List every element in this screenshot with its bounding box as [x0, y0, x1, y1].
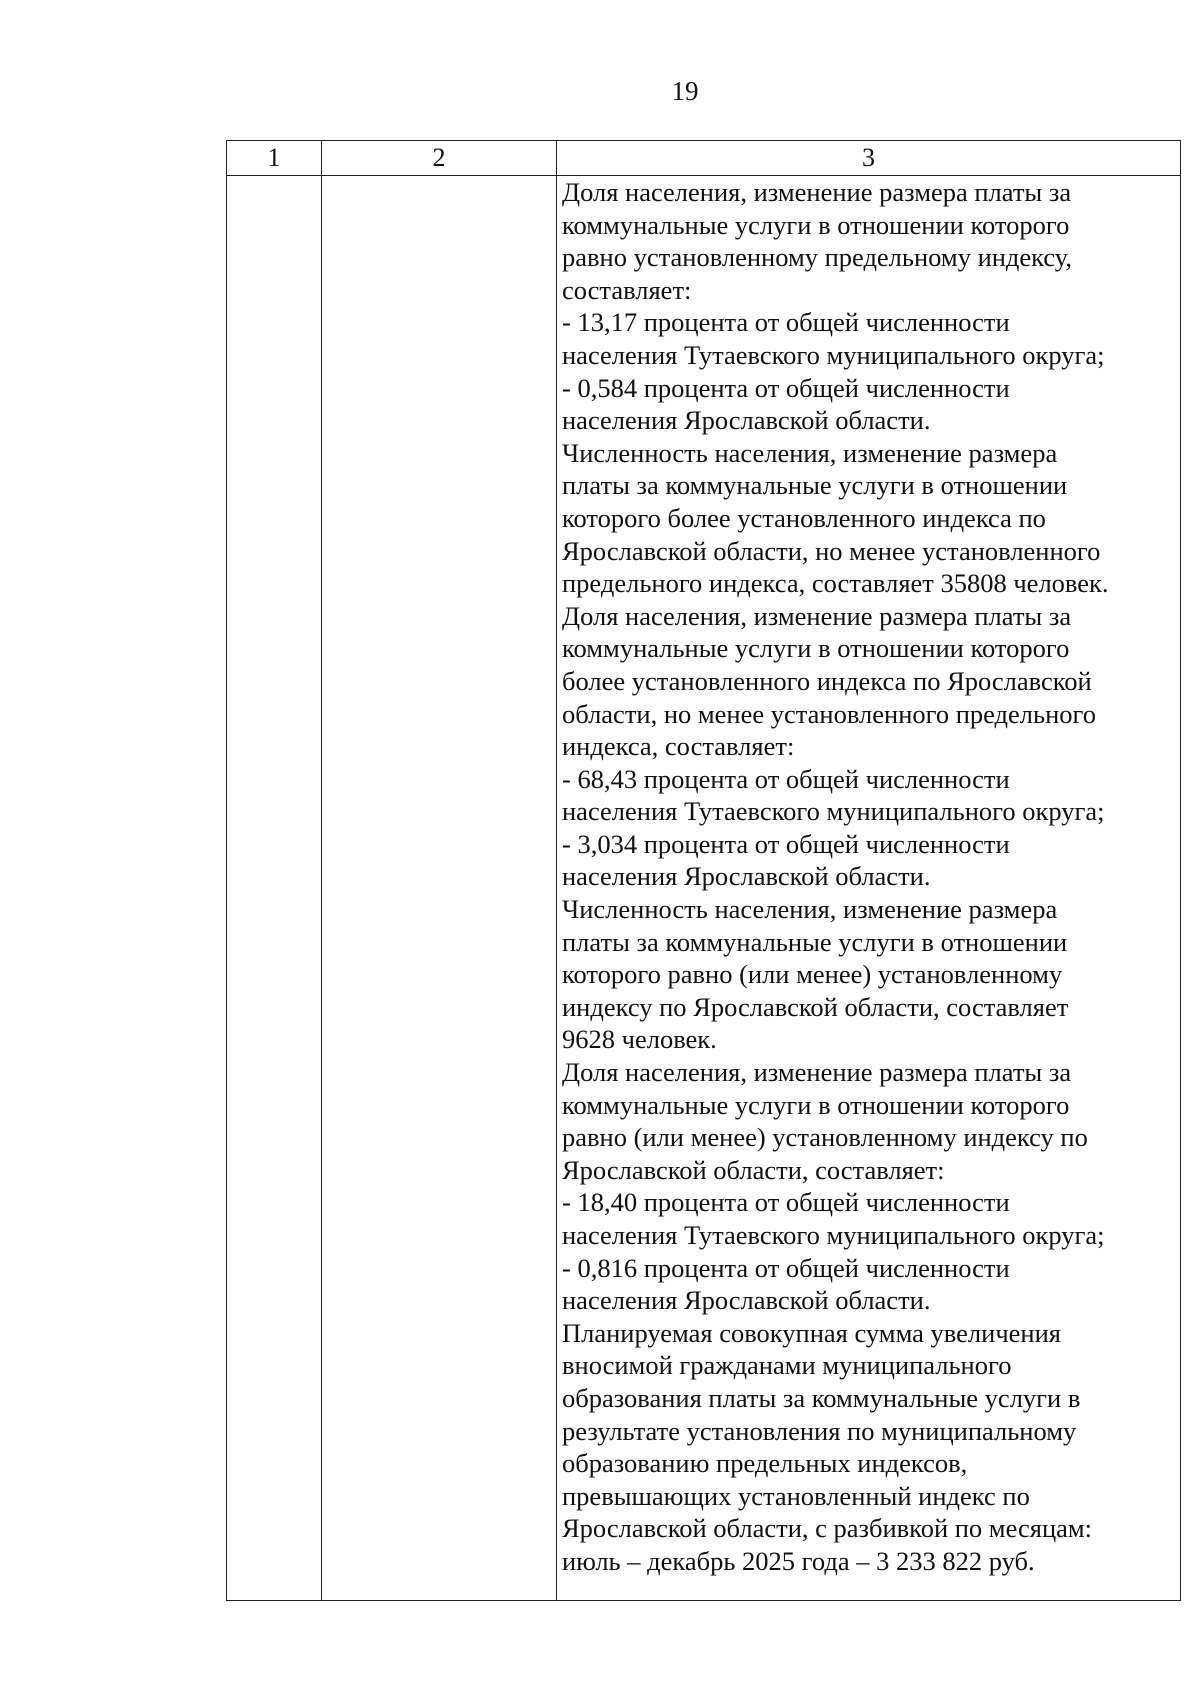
text-line: Ярославской области, но менее установленного: [562, 535, 1101, 566]
page-number: 19: [671, 76, 699, 106]
text-line: равно (или менее) установленному индексу по: [562, 1122, 1088, 1153]
text-line: превышающих установленный индекс по: [562, 1480, 1030, 1511]
table-cell-col1: [227, 176, 322, 1601]
text-line: Доля населения, изменение размера платы за: [562, 600, 1072, 631]
text-line: образования платы за коммунальные услуги в: [562, 1382, 1081, 1413]
text-line: образованию предельных индексов,: [562, 1448, 968, 1479]
text-line: Планируемая совокупная сумма увеличения: [562, 1317, 1061, 1348]
text-line: - 68,43 процента от общей численности: [562, 763, 1010, 794]
text-line: предельного индекса, составляет 35808 человек.: [562, 568, 1109, 599]
text-line: Ярославской области, составляет:: [562, 1154, 945, 1185]
text-line: равно установленному предельному индексу,: [562, 242, 1073, 273]
text-line: вносимой гражданами муниципального: [562, 1350, 1012, 1381]
text-line: составляет:: [562, 274, 692, 305]
text-line: индекса, составляет:: [562, 731, 795, 762]
text-line: платы за коммунальные услуги в отношении: [562, 470, 1068, 501]
text-line: населения Ярославской области.: [562, 861, 931, 892]
cell-text-block: [557, 176, 1180, 1578]
text-line: - 0,584 процента от общей численности: [562, 372, 1010, 403]
text-line: - 3,034 процента от общей численности: [562, 828, 1010, 859]
text-line: коммунальные услуги в отношении которого: [562, 209, 1070, 240]
text-line: индексу по Ярославской области, составляет: [562, 991, 1069, 1022]
text-line: - 0,816 процента от общей численности: [562, 1252, 1010, 1283]
document-table: [226, 140, 1181, 1601]
text-line: Численность населения, изменение размера: [562, 437, 1058, 468]
text-line: коммунальные услуги в отношении которого: [562, 633, 1070, 664]
text-line: области, но менее установленного предельного: [562, 698, 1096, 729]
text-line: населения Ярославской области.: [562, 1285, 931, 1316]
text-line: - 13,17 процента от общей численности: [562, 307, 1010, 338]
table-row: [227, 176, 1181, 1601]
text-line: - 18,40 процента от общей численности: [562, 1187, 1010, 1218]
column-header-2: 2: [322, 141, 557, 176]
text-line: которого равно (или менее) установленному: [562, 959, 1063, 990]
text-line: Доля населения, изменение размера платы за: [562, 177, 1072, 207]
text-line: 9628 человек.: [562, 1024, 717, 1055]
text-line: Ярославской области, с разбивкой по месяцам:: [562, 1513, 1093, 1544]
table-cell-col3: [557, 176, 1181, 1601]
column-header-3: 3: [557, 141, 1181, 176]
text-line: результате установления по муниципальному: [562, 1415, 1077, 1446]
text-line: платы за коммунальные услуги в отношении: [562, 926, 1068, 957]
text-line: июль – декабрь 2025 года – 3 233 822 руб.: [562, 1545, 1035, 1576]
column-header-1: 1: [227, 141, 322, 176]
text-line: более установленного индекса по Ярославской: [562, 665, 1092, 696]
text-line: населения Тутаевского муниципального округа;: [562, 796, 1105, 827]
text-line: населения Тутаевского муниципального округа;: [562, 1220, 1105, 1250]
text-line: Численность населения, изменение размера: [562, 894, 1058, 925]
text-line: Доля населения, изменение размера платы за: [562, 1057, 1072, 1088]
text-line: которого более установленного индекса по: [562, 502, 1046, 533]
table-cell-col2: [322, 176, 557, 1601]
text-line: коммунальные услуги в отношении которого: [562, 1089, 1070, 1120]
table-header-row: [227, 141, 1181, 176]
text-line: населения Ярославской области.: [562, 405, 931, 436]
text-line: населения Тутаевского муниципального округа;: [562, 339, 1105, 370]
